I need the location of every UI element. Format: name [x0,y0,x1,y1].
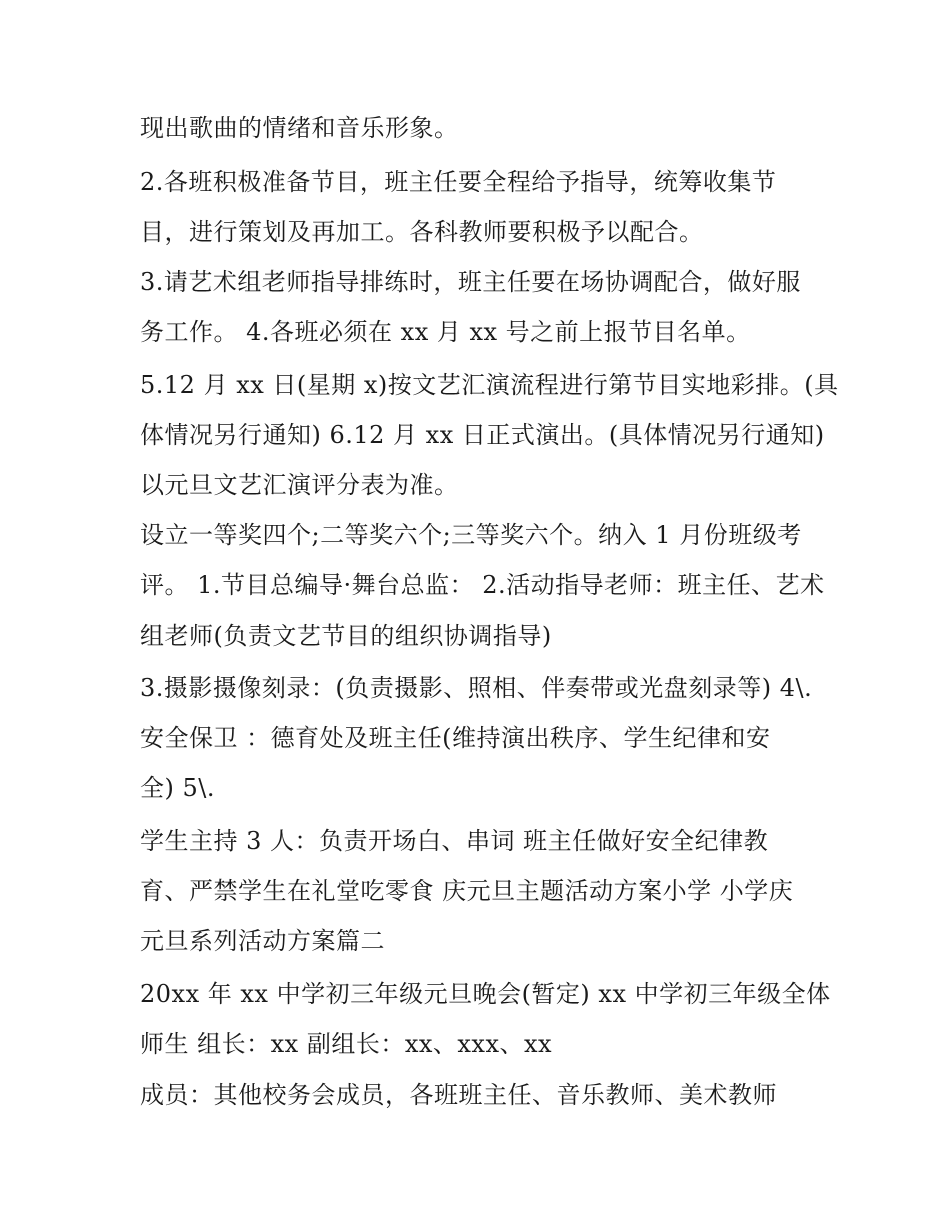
text-line: 5.12 月 xx 日(星期 x)按文艺汇演流程进行第节目实地彩排。(具 [140,371,839,399]
text-line: 组老师(负责文艺节目的组织协调指导) [140,622,552,650]
text-line: 成员：其他校务会成员，各班班主任、音乐教师、美术教师 [140,1081,777,1109]
text-line: 现出歌曲的情绪和音乐形象。 [140,114,459,142]
text-line: 体情况另行通知) 6.12 月 xx 日正式演出。(具体情况另行通知) [140,421,825,449]
text-line: 育、严禁学生在礼堂吃零食 庆元旦主题活动方案小学 小学庆 [140,877,794,905]
text-line: 师生 组长：xx 副组长：xx、xxx、xx [140,1030,553,1058]
text-line: 元旦系列活动方案篇二 [140,927,385,955]
text-line: 2.各班积极准备节目，班主任要全程给予指导，统筹收集节 [140,168,777,196]
text-line: 务工作。 4.各班必须在 xx 月 xx 号之前上报节目名单。 [140,318,751,346]
text-line: 评。 1.节目总编导·舞台总监： 2.活动指导老师：班主任、艺术 [140,571,825,599]
text-line: 目，进行策划及再加工。各科教师要积极予以配合。 [140,218,704,246]
text-line: 3.请艺术组老师指导排练时，班主任要在场协调配合，做好服 [140,268,801,296]
text-line: 设立一等奖四个;二等奖六个;三等奖六个。纳入 1 月份班级考 [140,521,802,549]
text-line: 3.摄影摄像刻录：(负责摄影、照相、伴奏带或光盘刻录等) 4\. [140,674,813,702]
text-line: 20xx 年 xx 中学初三年级元旦晚会(暂定) xx 中学初三年级全体 [140,980,831,1008]
text-line: 全) 5\. [140,774,215,802]
text-line: 学生主持 3 人：负责开场白、串词 班主任做好安全纪律教 [140,827,769,855]
text-line: 安全保卫 ：德育处及班主任(维持演出秩序、学生纪律和安 [140,724,771,752]
text-line: 以元旦文艺汇演评分表为准。 [140,471,459,499]
